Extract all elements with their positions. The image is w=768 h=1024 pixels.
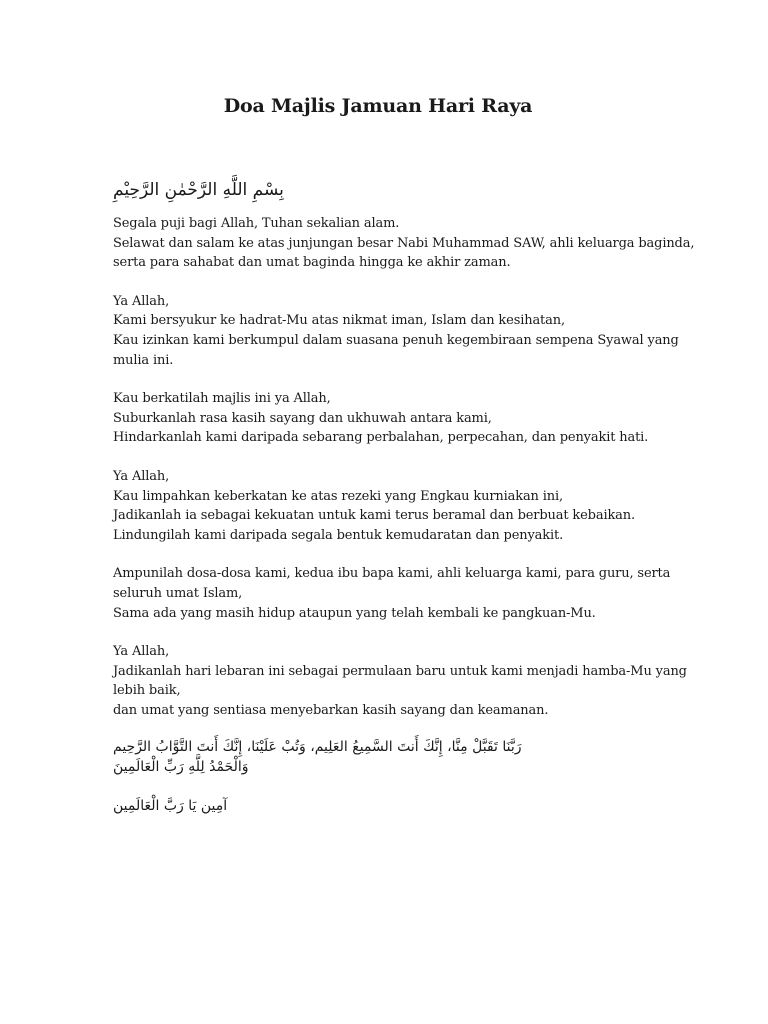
text-line: Kami bersyukur ke hadrat-Mu atas nikmat iman, Islam dan kesihatan, [113, 313, 565, 329]
text-line: Sama ada yang masih hidup ataupun yang telah kembali ke pangkuan-Mu. [113, 605, 596, 621]
text-line: Ya Allah, [113, 644, 170, 660]
arabic-prayer [113, 737, 648, 777]
text-line: Kau berkatilah majlis ini ya Allah, [113, 391, 331, 407]
text-line: lebih baik, [113, 683, 181, 699]
text-line: mulia ini. [113, 352, 174, 368]
paragraph-praise [113, 214, 695, 273]
arabic-prayer-line: رَبَّنَا تَقَبَّلْ مِنَّا، إِنَّكَ أَنتَ السَّمِيعُ العَلِيم، وَتُبْ عَلَيْنَا، إِنَّكَ أَنتَ التَّوَّابُ الرَّحِيم [113, 739, 522, 756]
text-line: Jadikanlah ia sebagai kekuatan untuk kami terus beramal dan berbuat kebaikan. [113, 508, 635, 524]
paragraph-sustenance [113, 467, 648, 545]
basmalah: بِسْمِ اللَّهِ الرَّحْمٰنِ الرَّحِيْمِ [113, 180, 284, 200]
text-line: Ampunilah dosa-dosa kami, kedua ibu bapa kami, ahli keluarga kami, para guru, serta [113, 566, 671, 582]
text-line: Lindungilah kami daripada segala bentuk kemudaratan dan penyakit. [113, 527, 564, 543]
text-line: Jadikanlah hari lebaran ini sebagai permulaan baru untuk kami menjadi hamba-Mu yang [113, 663, 687, 679]
amin-line: آمِين يَا رَبَّ الْعَالَمِين [113, 798, 228, 815]
text-line: Ya Allah, [113, 468, 170, 484]
text-line: dan umat yang sentiasa menyebarkan kasih sayang dan keamanan. [113, 702, 549, 718]
arabic-prayer-line: وَالْحَمْدُ لِلَّهِ رَبِّ الْعَالَمِينَ [113, 759, 249, 776]
text-line: Suburkanlah rasa kasih sayang dan ukhuwah antara kami, [113, 410, 492, 426]
text-line: Kau izinkan kami berkumpul dalam suasana penuh kegembiraan sempena Syawal yang [113, 332, 679, 348]
text-line: Segala puji bagi Allah, Tuhan sekalian alam. [113, 216, 400, 231]
text-line: seluruh umat Islam, [113, 585, 243, 601]
paragraph-forgiveness [113, 564, 671, 623]
document-title: Doa Majlis Jamuan Hari Raya [223, 95, 533, 117]
text-line: Selawat dan salam ke atas junjungan besar Nabi Muhammad SAW, ahli keluarga baginda, [113, 235, 695, 251]
paragraph-blessing [113, 389, 648, 448]
paragraph-renewal [113, 642, 687, 720]
text-line: serta para sahabat dan umat baginda hingga ke akhir zaman. [113, 255, 511, 271]
text-line: Ya Allah, [113, 293, 170, 309]
text-line: Kau limpahkan keberkatan ke atas rezeki yang Engkau kurniakan ini, [113, 488, 563, 504]
paragraph-gratitude [113, 292, 679, 370]
text-line: Hindarkanlah kami daripada sebarang perbalahan, perpecahan, dan penyakit hati. [113, 430, 649, 446]
